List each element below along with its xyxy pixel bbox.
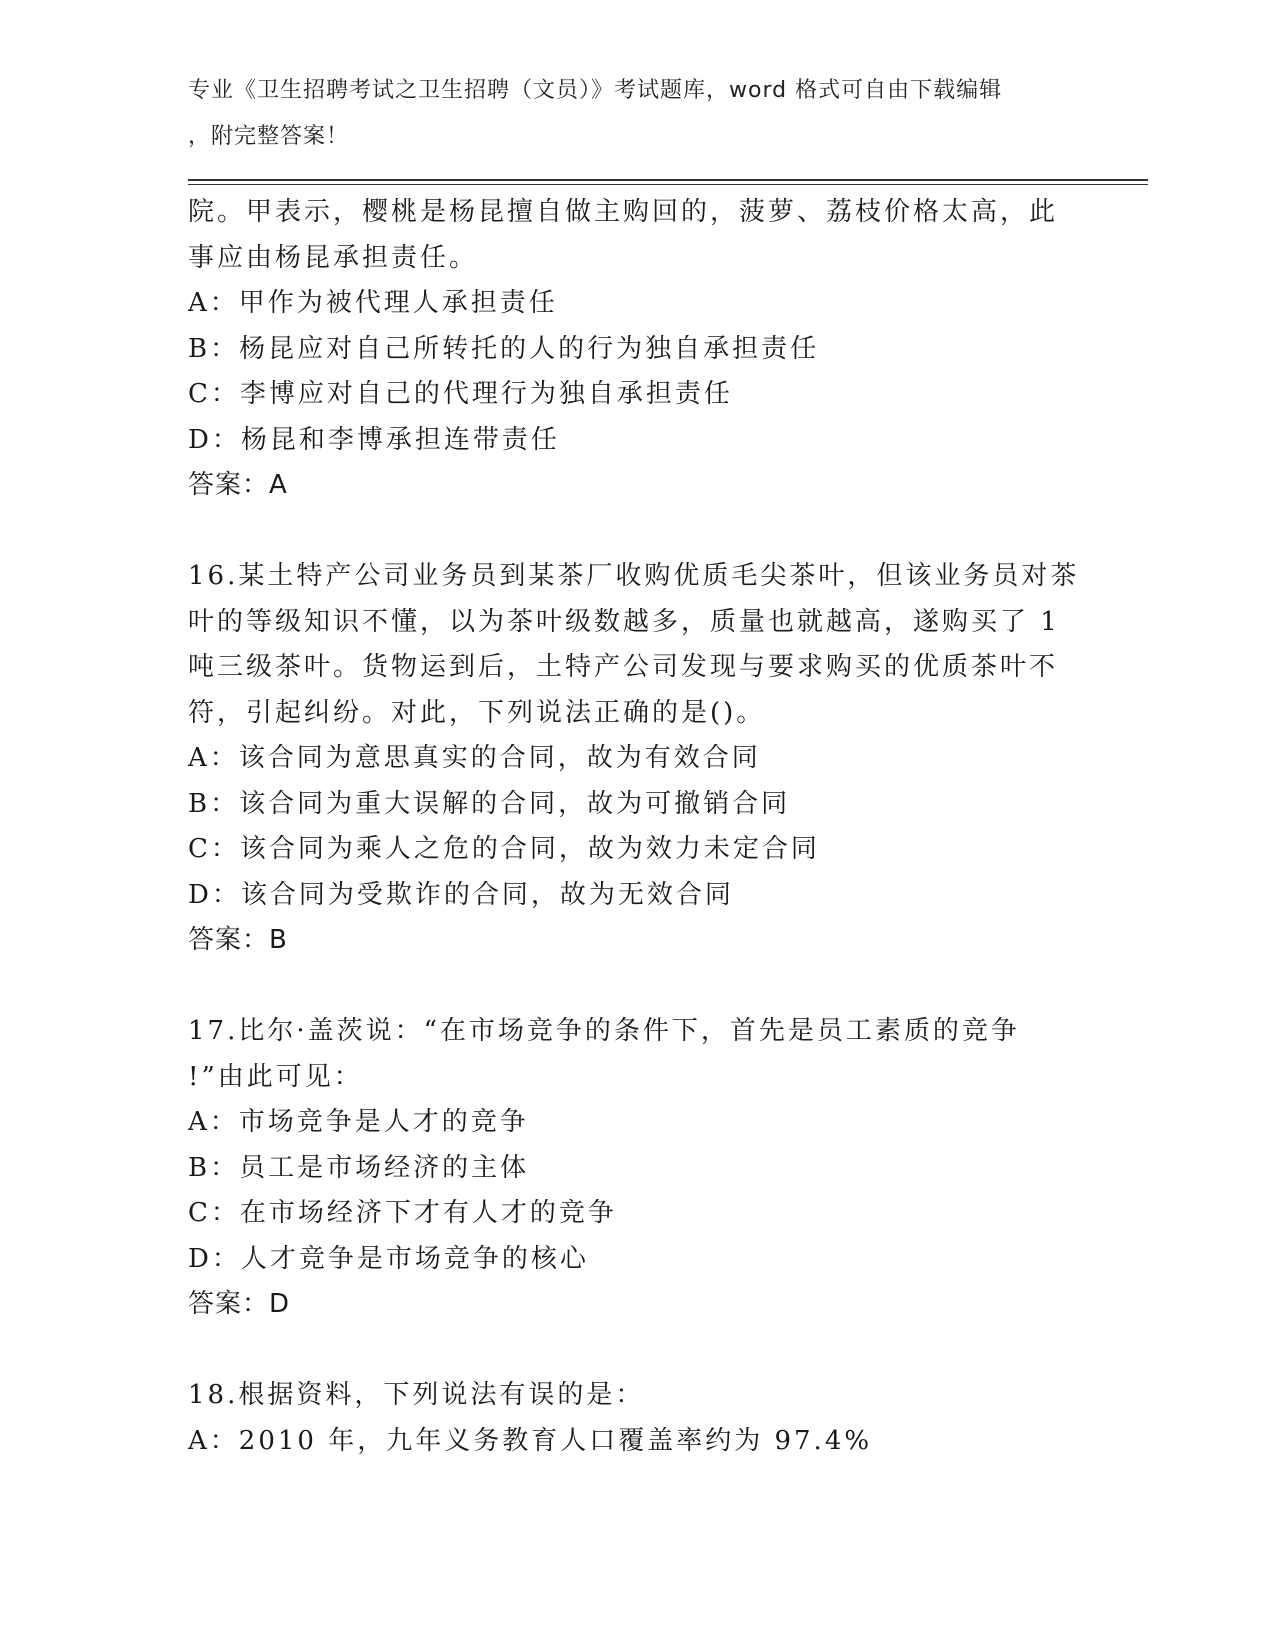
option-c: C：李博应对自己的代理行为独自承担责任 <box>188 379 733 409</box>
question-text-line: 院。甲表示，樱桃是杨昆擅自做主购回的，菠萝、荔枝价格太高，此 <box>188 197 1059 227</box>
header-line-1: 专业《卫生招聘考试之卫生招聘（文员）》考试题库，word 格式可自由下载编辑 <box>188 78 1003 103</box>
header-rule-thick <box>188 179 1148 181</box>
question-spacer <box>188 509 1088 555</box>
question-text-line: 事应由杨昆承担责任。 <box>188 242 479 273</box>
question-content <box>188 190 1088 1464</box>
option-a: A：2010 年，九年义务教育人口覆盖率约为 97.4% <box>188 1425 873 1456</box>
document-header <box>188 74 1088 165</box>
option-c: C：该合同为乘人之危的合同，故为效力未定合同 <box>188 834 820 864</box>
question-text-line: 吨三级茶叶。货物运到后，土特产公司发现与要求购买的优质茶叶不 <box>188 652 1059 682</box>
header-line-2: ，附完整答案！ <box>188 123 350 149</box>
question-18 <box>188 1373 1088 1464</box>
question-spacer <box>188 964 1088 1010</box>
option-a: A：甲作为被代理人承担责任 <box>188 288 558 318</box>
question-17 <box>188 1009 1088 1328</box>
question-text-line: 17.比尔·盖茨说：“在市场竞争的条件下，首先是员工素质的竞争 <box>188 1016 1020 1046</box>
question-spacer <box>188 1328 1088 1374</box>
question-text-line: !”由此可见： <box>188 1061 363 1092</box>
option-b: B：员工是市场经济的主体 <box>188 1152 530 1183</box>
header-rule-thin <box>188 184 1148 185</box>
option-a: A：该合同为意思真实的合同，故为有效合同 <box>188 743 761 773</box>
option-d: D：人才竞争是市场竞争的核心 <box>188 1243 589 1274</box>
option-b: B：杨昆应对自己所转托的人的行为独自承担责任 <box>188 333 820 364</box>
option-b: B：该合同为重大误解的合同，故为可撤销合同 <box>188 788 791 819</box>
option-c: C：在市场经济下才有人才的竞争 <box>188 1198 617 1228</box>
answer-line: 答案：A <box>188 470 288 500</box>
question-text-line: 符，引起纠纷。对此，下列说法正确的是()。 <box>188 697 766 728</box>
option-a: A：市场竞争是人才的竞争 <box>188 1107 529 1137</box>
question-text-line: 叶的等级知识不懂，以为茶叶级数越多，质量也就越高，遂购买了 1 <box>188 606 1060 637</box>
answer-line: 答案：D <box>188 1289 291 1319</box>
question-15-continued <box>188 190 1088 509</box>
option-d: D：该合同为受欺诈的合同，故为无效合同 <box>188 879 734 910</box>
option-d: D：杨昆和李博承担连带责任 <box>188 424 560 455</box>
answer-line: 答案：B <box>188 925 288 955</box>
question-text-line: 18.根据资料，下列说法有误的是： <box>188 1380 645 1410</box>
question-16 <box>188 554 1088 964</box>
question-text-line: 16.某土特产公司业务员到某茶厂收购优质毛尖茶叶，但该业务员对茶 <box>188 561 1080 591</box>
